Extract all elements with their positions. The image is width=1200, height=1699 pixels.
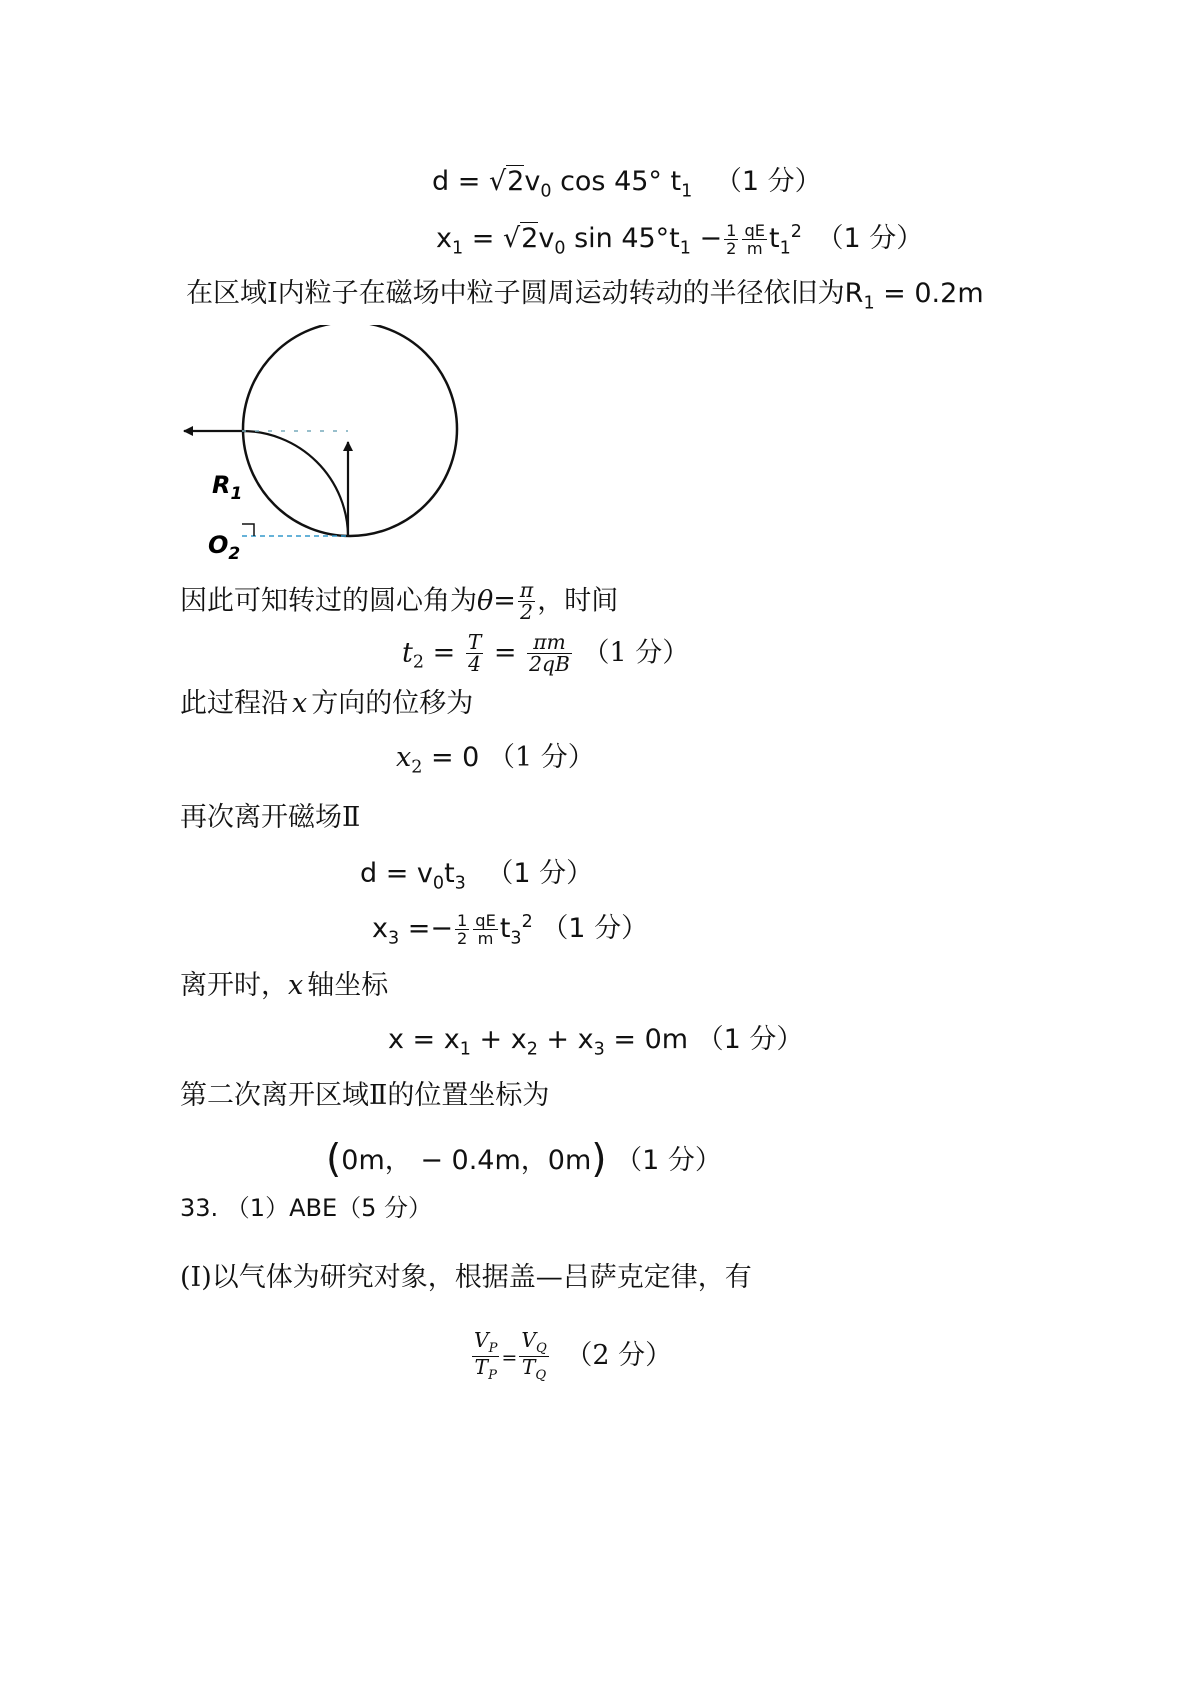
score-label: （1 分） [816, 223, 924, 254]
subscript: 2 [412, 652, 425, 673]
frac-den: T [521, 1354, 536, 1379]
text-leave-field [180, 804, 360, 831]
eq-part: cos 45° t [551, 166, 682, 197]
eq-part: x [436, 223, 452, 254]
eq-part: x = x [388, 1024, 460, 1055]
body-text: 再次离开磁场Ⅱ [180, 802, 361, 833]
subscript: 1 [681, 181, 693, 202]
fraction [466, 632, 484, 676]
eq-part: = [501, 1346, 518, 1369]
frac-num: π [519, 578, 534, 602]
text-angle [180, 580, 618, 624]
superscript: 2 [790, 222, 802, 242]
frac-den: m [477, 929, 494, 948]
paren: ( [326, 1137, 342, 1182]
subscript: 0 [432, 873, 445, 894]
label-o2: $O_2$ [208, 531, 241, 564]
frac-den: 4 [468, 652, 482, 677]
score-label: （1 分） [714, 166, 822, 197]
equation-x1 [436, 222, 923, 258]
fraction [455, 912, 469, 947]
superscript: 2 [521, 912, 533, 932]
eq-part: + x [470, 1024, 527, 1055]
subscript: 1 [863, 293, 875, 314]
score-label: （1 分） [582, 637, 690, 669]
frac-den: 2 [456, 929, 468, 948]
frac-num: πm [527, 632, 572, 654]
frac-den: 2qB [529, 652, 570, 677]
eq-part: t [402, 637, 413, 669]
subscript: Q [535, 1341, 547, 1357]
eq-part: θ [477, 585, 494, 617]
body-text: 33. （1）ABE（5 分） [180, 1194, 433, 1222]
score-label: （1 分） [487, 742, 595, 773]
fraction [742, 222, 767, 257]
text-gas-law [180, 1264, 752, 1291]
eq-part: + x [537, 1024, 594, 1055]
subscript: 1 [451, 238, 464, 259]
body-text: 方向的位移为 [311, 688, 474, 719]
fraction [472, 1330, 499, 1383]
equation-d-1 [432, 168, 822, 201]
frac-num: 1 [726, 221, 737, 240]
subscript: 3 [593, 1039, 605, 1060]
body-text: ，时间 [537, 585, 619, 617]
eq-part: = [424, 637, 464, 669]
eq-part: d = v [360, 858, 433, 889]
frac-num: qE [744, 221, 765, 240]
eq-part: t [768, 223, 780, 254]
subscript: P [488, 1367, 497, 1383]
body-text: 第二次离开区域Ⅱ的位置坐标为 [180, 1080, 550, 1111]
equation-d-2 [360, 860, 593, 893]
fraction [473, 912, 498, 947]
subscript: P [488, 1341, 498, 1357]
frac-num: V [521, 1328, 536, 1352]
field-circle [243, 325, 457, 536]
equation-x3 [372, 912, 648, 948]
subscript: Q [535, 1367, 547, 1383]
fraction [527, 632, 572, 676]
eq-part: x [396, 742, 412, 773]
score-label: （1 分） [541, 913, 649, 944]
frac-den: 2 [520, 600, 533, 625]
question-33-header [180, 1196, 432, 1220]
subscript: 1 [679, 238, 691, 259]
equation-x-total [388, 1026, 803, 1059]
sqrt-arg: 2 [507, 166, 525, 197]
eq-part: t [499, 913, 511, 944]
eq-part: t [444, 858, 455, 889]
subscript: 1 [459, 1039, 471, 1060]
frac-num: 1 [456, 911, 468, 930]
equation-gay-lussac [470, 1330, 672, 1383]
score-label: （2 分） [565, 1339, 673, 1371]
equation-t2 [402, 632, 689, 676]
subscript: 0 [540, 181, 552, 202]
eq-part: R [844, 278, 864, 309]
body-text: 因此可知转过的圆心角为 [180, 585, 477, 617]
paren: ) [591, 1137, 607, 1182]
equation-coordinates [326, 1137, 722, 1182]
score-label: （1 分） [486, 858, 594, 889]
frac-den: m [746, 239, 763, 258]
eq-part: = [463, 223, 503, 254]
subscript: 2 [411, 757, 423, 778]
right-angle-mark [242, 524, 254, 536]
score-label: （1 分） [696, 1024, 804, 1055]
eq-part: x [372, 913, 388, 944]
subscript: 3 [454, 873, 466, 894]
text-radius [186, 280, 984, 313]
eq-part: 0m， − 0.4m，0m [341, 1145, 592, 1176]
frac-num: V [474, 1328, 489, 1352]
eq-part: v [524, 166, 541, 197]
sqrt: √2 [502, 223, 539, 254]
subscript: 3 [510, 928, 522, 949]
eq-part: = [493, 585, 516, 617]
fraction [724, 222, 738, 257]
body-text: (Ⅰ)以气体为研究对象，根据盖—吕萨克定律，有 [180, 1262, 752, 1293]
body-text: 离开时， [180, 970, 288, 1001]
fraction [518, 580, 535, 624]
text-displacement [180, 690, 473, 717]
sqrt: √2 [488, 166, 525, 197]
label-r1: $R_1$ [212, 471, 243, 504]
frac-den: 2 [726, 239, 737, 258]
eq-part: = 0m [604, 1024, 689, 1055]
body-text: 此过程沿 [180, 688, 288, 719]
subscript: 2 [526, 1039, 538, 1060]
sqrt-arg: 2 [521, 223, 539, 254]
subscript: 3 [387, 928, 400, 949]
frac-den: T [474, 1354, 489, 1379]
eq-part: = [485, 637, 526, 669]
eq-part: x [288, 970, 304, 1001]
text-x-coordinate [180, 972, 388, 999]
body-text: 轴坐标 [307, 970, 389, 1001]
eq-part: x [292, 688, 308, 719]
text-position-title [180, 1082, 549, 1109]
frac-num: T [467, 630, 482, 654]
eq-part: sin 45°t [565, 223, 680, 254]
eq-part: − [690, 223, 723, 254]
eq-part: = 0 [422, 742, 480, 773]
circle-diagram [170, 325, 490, 580]
fraction [519, 1330, 548, 1383]
score-label: （1 分） [615, 1145, 722, 1176]
equation-x2 [396, 744, 595, 777]
eq-part: d = [432, 166, 489, 197]
subscript: 1 [779, 238, 791, 259]
eq-part: = 0.2m [874, 278, 984, 309]
eq-part: =− [399, 913, 453, 944]
subscript: 0 [554, 238, 566, 259]
eq-part: v [538, 223, 555, 254]
body-text: 在区域Ⅰ内粒子在磁场中粒子圆周运动转动的半径依旧为 [186, 278, 845, 309]
frac-num: qE [475, 911, 496, 930]
